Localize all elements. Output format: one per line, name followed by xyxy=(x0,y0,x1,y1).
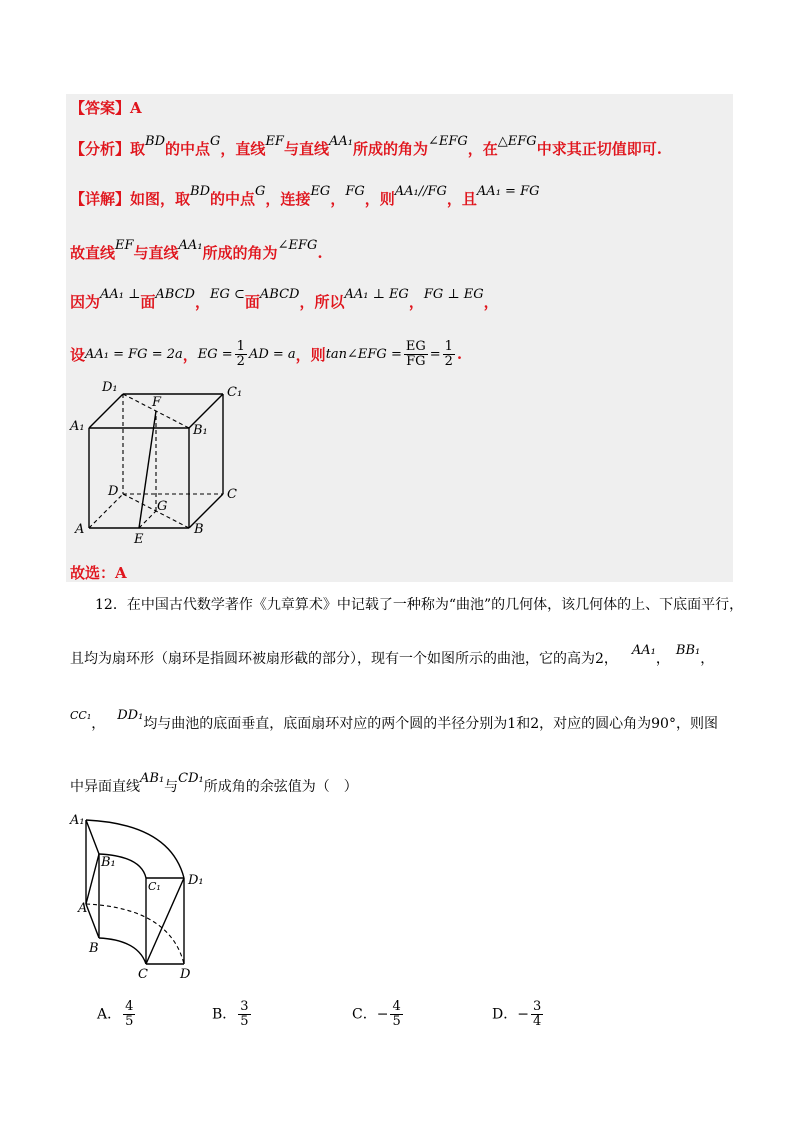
answer-tag: 【答案】 xyxy=(70,99,131,117)
label-a1: A₁ xyxy=(70,813,85,828)
label-d: D xyxy=(180,967,191,982)
option-label: C． xyxy=(352,1006,377,1023)
label-d: D xyxy=(108,484,119,499)
label-f: F xyxy=(152,395,162,410)
option-label: A． xyxy=(97,1006,122,1023)
label-c1: C₁ xyxy=(227,385,243,400)
label-d1: D₁ xyxy=(188,873,204,888)
option-a[interactable] xyxy=(97,1000,137,1029)
label-c1: C₁ xyxy=(148,880,161,893)
label-c: C xyxy=(227,487,237,502)
denominator: 4 xyxy=(532,1014,542,1029)
denominator: FG xyxy=(406,353,426,369)
answer-line xyxy=(70,97,142,118)
math: CC₁ xyxy=(70,709,92,722)
edge-ab xyxy=(86,904,99,938)
edge-ad-hidden xyxy=(89,494,123,528)
numerator: 3 xyxy=(532,999,542,1014)
text: ， xyxy=(700,651,715,667)
label-g: G xyxy=(157,499,168,514)
question-line-4 xyxy=(70,771,358,796)
option-c[interactable] xyxy=(352,1000,405,1029)
label-c: C xyxy=(138,967,148,982)
text: ， xyxy=(655,651,670,667)
text: 因为 xyxy=(70,293,101,311)
option-d[interactable] xyxy=(492,1000,545,1029)
text: 与直线 xyxy=(283,140,329,158)
curved-pool-figure xyxy=(66,808,216,988)
question-line-2 xyxy=(70,643,715,668)
numerator: EG xyxy=(405,338,426,354)
option-b-fraction xyxy=(238,1000,250,1029)
detail-tag: 【详解】 xyxy=(70,190,131,208)
text: 取 xyxy=(130,140,146,158)
math: AA₁ ⊥ xyxy=(100,287,141,302)
text: ，则 xyxy=(364,190,395,208)
option-c-fraction xyxy=(390,1000,402,1029)
math: BD xyxy=(145,134,166,149)
numerator: 1 xyxy=(236,338,245,354)
text: ， xyxy=(408,293,424,311)
math: FG xyxy=(345,184,365,199)
math: ABCD xyxy=(259,287,300,302)
text: 均与曲池的底面垂直，底面扇环对应的两个圆的半径分别为1和2，对应的圆心角为90°，则图 xyxy=(143,716,718,732)
math: EG xyxy=(310,184,331,199)
math: DD₁ xyxy=(117,708,144,723)
math: EF xyxy=(115,238,134,253)
denominator: 5 xyxy=(125,1014,134,1029)
text: 所成的角为 xyxy=(202,244,278,262)
option-sign: − xyxy=(517,1006,529,1023)
text: 中求其正切值即可. xyxy=(536,140,662,158)
edge-a1b1 xyxy=(86,820,99,854)
numerator: 3 xyxy=(240,999,249,1014)
math: △EFG xyxy=(497,134,537,149)
label-b: B xyxy=(89,941,99,956)
math: AA₁ ⊥ EG xyxy=(344,287,409,302)
text: ，则 xyxy=(295,345,326,364)
text: ，且 xyxy=(446,190,477,208)
math: AA₁ xyxy=(178,238,203,253)
math: G xyxy=(255,184,266,199)
text: ， xyxy=(483,293,499,311)
text: 的中点 xyxy=(165,140,211,158)
math: FG ⊥ EG xyxy=(423,287,484,302)
math: tan∠EFG = xyxy=(325,346,402,362)
cube-figure xyxy=(66,378,256,548)
label-a: A xyxy=(75,522,85,537)
text: 的中点 xyxy=(210,190,256,208)
text: 设 xyxy=(70,345,86,364)
option-label: D． xyxy=(492,1006,518,1023)
text: 中异面直线 xyxy=(70,779,140,795)
text: 与直线 xyxy=(133,244,179,262)
detail-line-4 xyxy=(70,334,462,374)
math: = xyxy=(429,346,441,362)
label-d1: D₁ xyxy=(102,380,118,395)
math: AA₁ xyxy=(328,134,353,149)
analysis-line xyxy=(70,134,662,159)
text: . xyxy=(456,345,463,363)
option-sign: − xyxy=(376,1006,389,1023)
text: ，所以 xyxy=(299,293,345,311)
label-e: E xyxy=(134,532,144,547)
label-b: B xyxy=(194,522,204,537)
text: 如图，取 xyxy=(130,190,191,208)
fraction-eg-fg xyxy=(404,340,428,369)
math: EG ⊂ xyxy=(209,287,245,302)
math: AB₁ xyxy=(140,771,165,786)
text: ， xyxy=(91,716,106,732)
detail-line-1 xyxy=(70,184,540,209)
bottom-inner-arc xyxy=(99,938,146,964)
text: ，连接 xyxy=(265,190,311,208)
option-b[interactable] xyxy=(212,1000,253,1029)
edge-a1d1 xyxy=(89,394,123,428)
denominator: 5 xyxy=(392,1014,401,1029)
label-a: A xyxy=(78,901,88,916)
math: CD₁ xyxy=(178,771,204,786)
segment-ab1 xyxy=(86,854,99,904)
text: 面 xyxy=(140,293,156,311)
math: AA₁ xyxy=(631,643,656,658)
text: 所成角的余弦值为（ ） xyxy=(203,779,358,795)
math: AA₁ = FG = 2a xyxy=(85,346,183,362)
detail-line-2 xyxy=(70,238,323,263)
text: 所成的角为 xyxy=(352,140,428,158)
option-d-fraction xyxy=(531,1000,543,1029)
math: AD = a xyxy=(248,346,296,362)
detail-line-3 xyxy=(70,287,499,312)
math: BB₁ xyxy=(675,643,701,658)
text: 面 xyxy=(244,293,260,311)
fraction-one-half xyxy=(235,340,247,369)
text: 故直线 xyxy=(70,244,116,262)
text: ， xyxy=(194,293,210,311)
numerator: 1 xyxy=(444,338,453,354)
math: G xyxy=(210,134,221,149)
text: ，直线 xyxy=(220,140,266,158)
math: ∠EFG xyxy=(277,238,318,253)
numerator: 4 xyxy=(392,999,401,1014)
math: BD xyxy=(190,184,211,199)
question-line-1: 12．在中国古代数学著作《九章算术》中记载了一种称为“曲池”的几何体，该几何体的上、下底面平行， xyxy=(95,597,744,613)
denominator: 2 xyxy=(444,353,453,369)
text: ， xyxy=(182,345,198,364)
text: ，在 xyxy=(467,140,498,158)
denominator: 2 xyxy=(236,353,245,369)
math: AA₁ = FG xyxy=(476,184,540,199)
option-a-fraction xyxy=(123,1000,135,1029)
denominator: 5 xyxy=(240,1014,249,1029)
analysis-tag: 【分析】 xyxy=(70,140,131,158)
label-b1: B₁ xyxy=(193,423,208,438)
math: ∠EFG xyxy=(427,134,468,149)
numerator: 4 xyxy=(125,999,134,1014)
math: EG = xyxy=(197,346,233,362)
answer-value: A xyxy=(130,99,142,117)
option-label: B． xyxy=(212,1006,237,1023)
math: ABCD xyxy=(155,287,195,302)
label-b1: B₁ xyxy=(101,855,116,870)
label-a1: A₁ xyxy=(70,419,85,434)
text: . xyxy=(317,244,323,262)
question-line-3 xyxy=(70,708,718,733)
fraction-one-half-result xyxy=(443,340,455,369)
math: AA₁//FG xyxy=(394,184,447,199)
text: 与 xyxy=(164,779,179,795)
text: ， xyxy=(330,190,346,208)
math: EF xyxy=(265,134,284,149)
text: 且均为扇环形（扇环是指圆环被扇形截的部分），现有一个如图所示的曲池，它的高为2， xyxy=(70,651,618,667)
choice-line: 故选：A xyxy=(70,564,127,582)
